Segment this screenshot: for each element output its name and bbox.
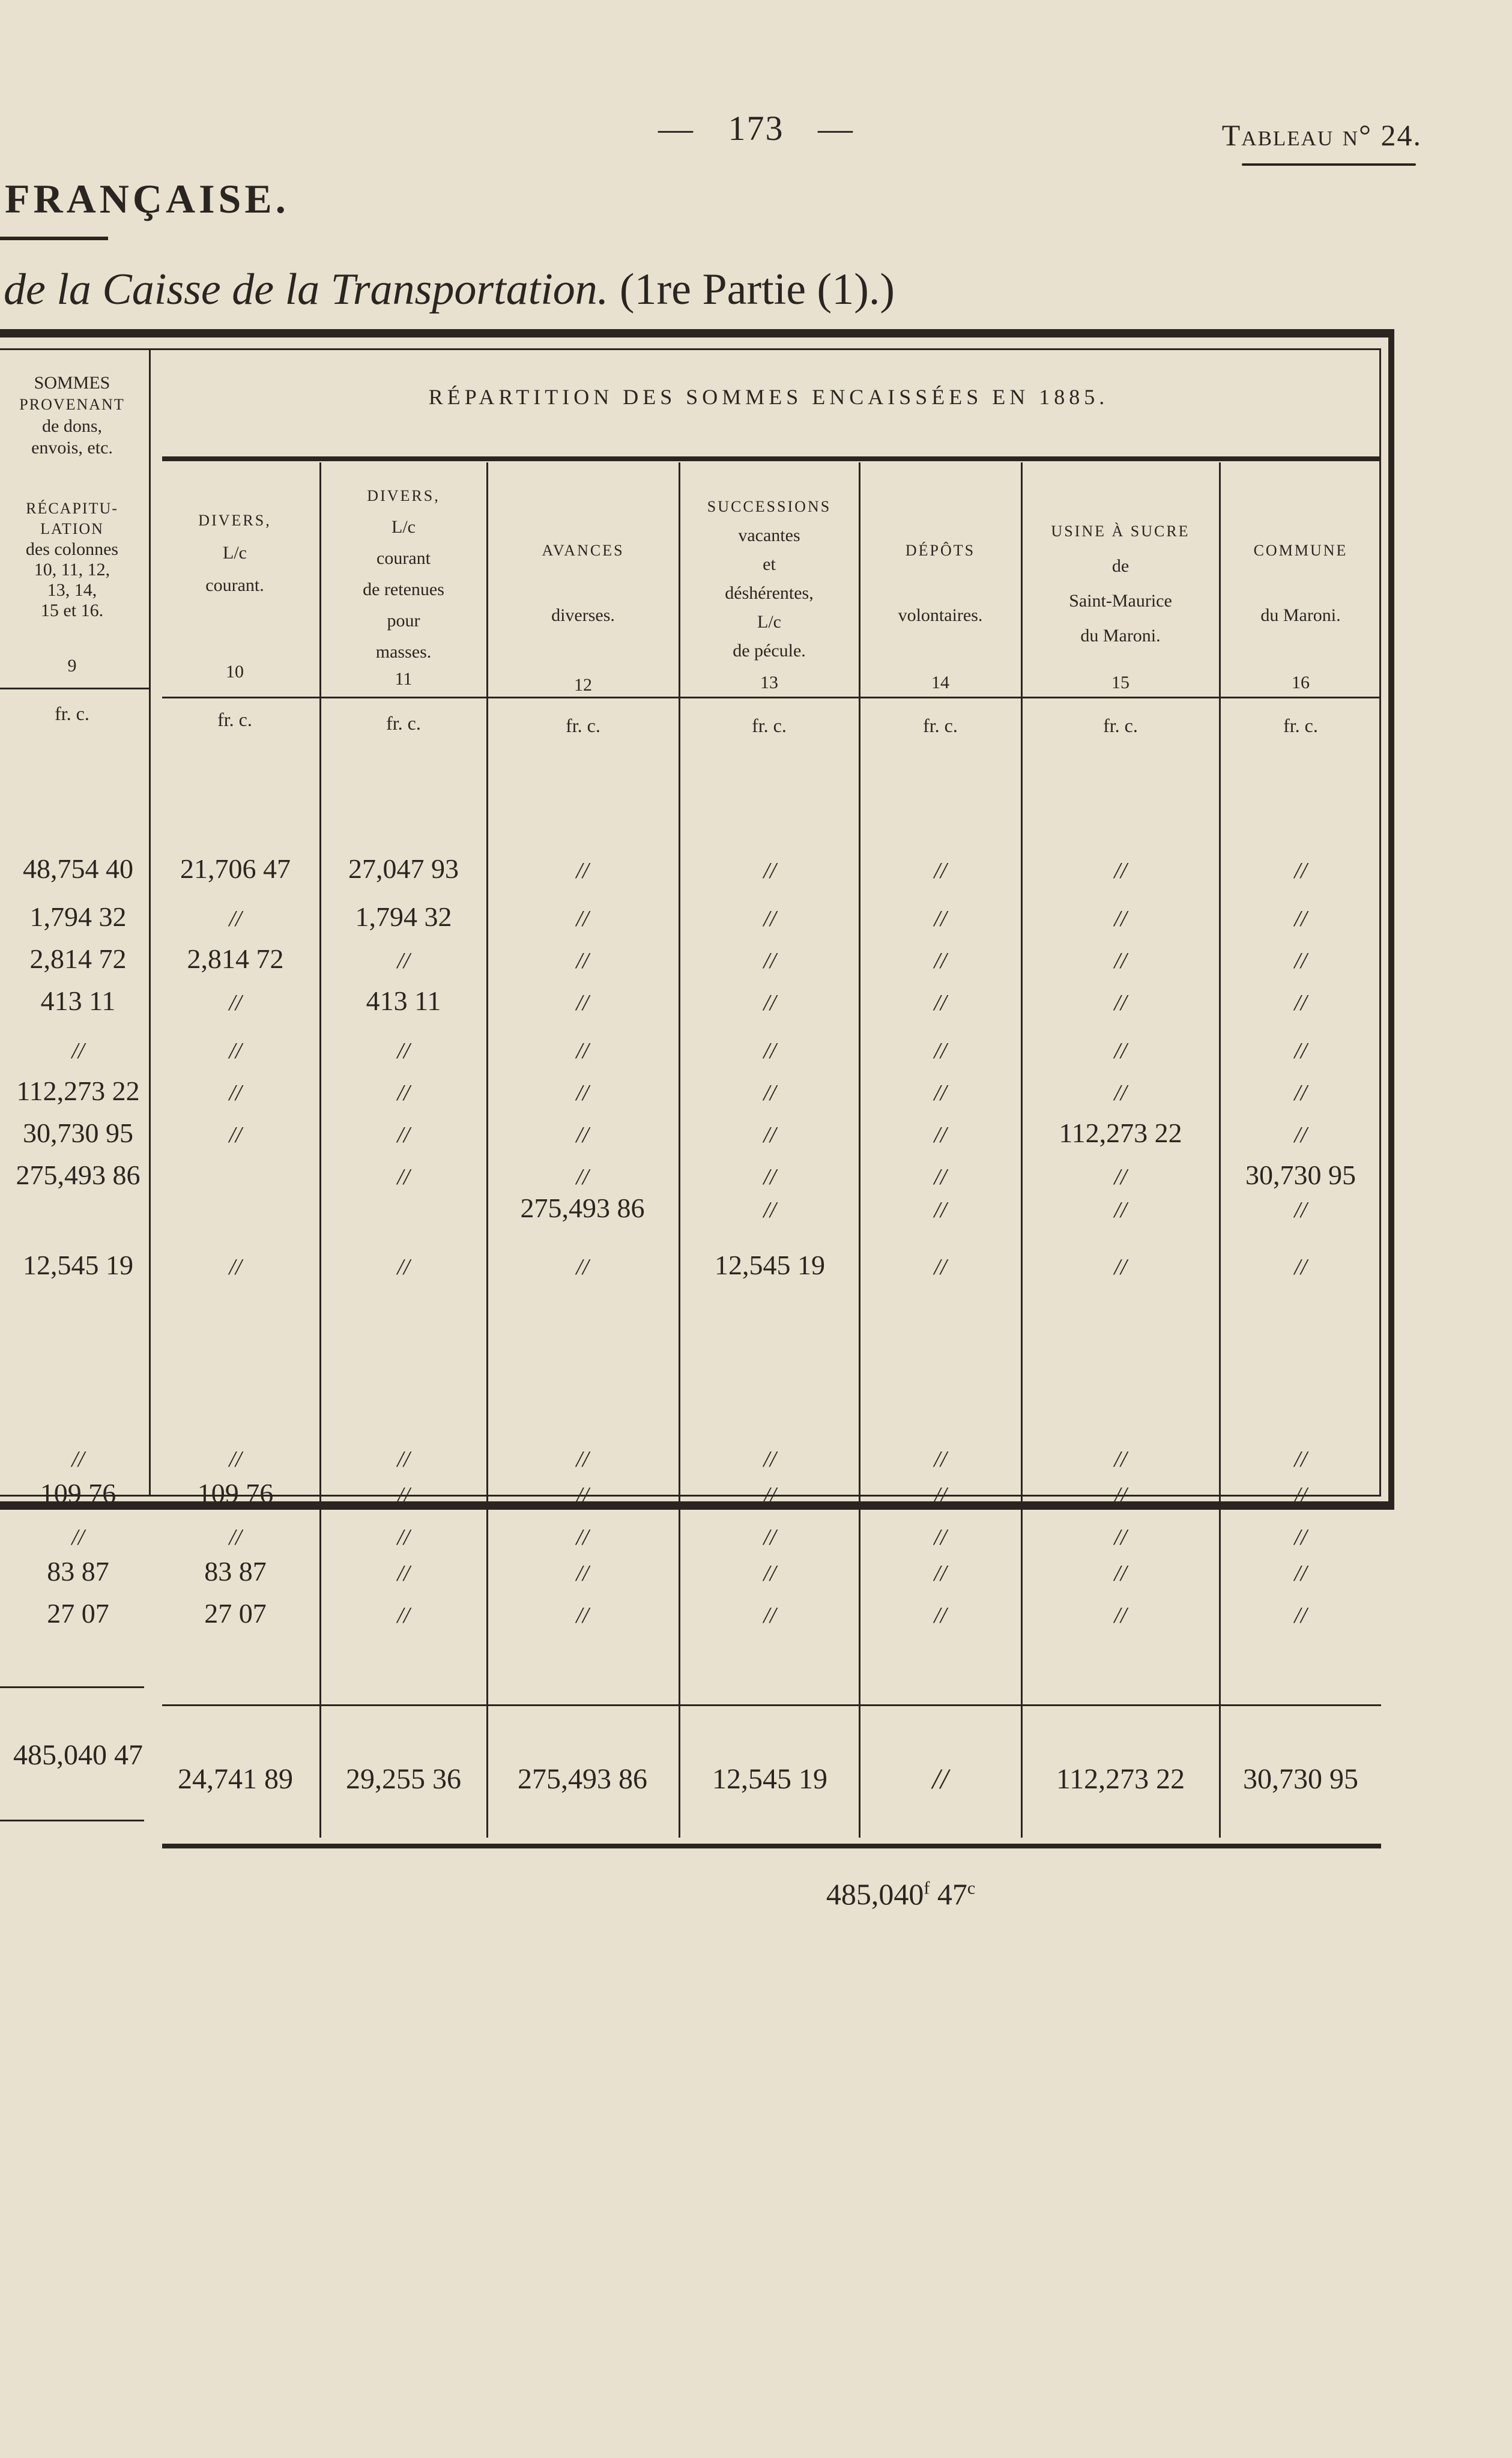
subtitle-part: (1re Partie (1).)	[619, 265, 895, 314]
subtitle	[4, 264, 895, 315]
table-cell: //	[1294, 1603, 1307, 1628]
table-cell: 109 76	[40, 1478, 116, 1509]
table-cell: //	[229, 1122, 242, 1148]
table-cell: //	[229, 906, 242, 931]
table-cell: //	[576, 990, 589, 1016]
header-line: pour	[387, 611, 420, 631]
table-cell: 12,545 19	[715, 1250, 825, 1280]
header-line: 15 et 16.	[40, 601, 104, 620]
table-cell: 12,545 19	[23, 1250, 133, 1280]
header-line: courant.	[205, 575, 264, 595]
table-cell: 2,814 72	[187, 943, 284, 974]
table-cell: //	[576, 1561, 589, 1586]
table-cell: //	[763, 1197, 776, 1223]
col-divider	[1219, 462, 1221, 1838]
header-line: Saint-Maurice	[1069, 591, 1172, 611]
column-unit: fr. c.	[386, 712, 421, 734]
table-cell: //	[397, 948, 410, 973]
table-cell: //	[1114, 1080, 1127, 1106]
table-cell: //	[397, 1447, 410, 1472]
table-cell: //	[397, 1603, 410, 1628]
table-cell: //	[1114, 906, 1127, 931]
column-unit: fr. c.	[923, 715, 958, 736]
table-cell: //	[1114, 990, 1127, 1016]
table-cell: 27,047 93	[348, 853, 459, 884]
table-cell: 275,493 86	[520, 1193, 645, 1223]
table-cell: //	[1294, 1197, 1307, 1223]
table-cell: //	[934, 1483, 947, 1508]
column-number: 12	[574, 675, 592, 695]
col-divider	[679, 462, 680, 1838]
header-line: courant	[376, 548, 431, 568]
header-line: DIVERS,	[367, 487, 440, 504]
table-cell: //	[934, 1447, 947, 1472]
column-number: 16	[1292, 673, 1310, 692]
table-cell: //	[1114, 948, 1127, 973]
total-cell: 112,273 22	[1056, 1763, 1185, 1795]
col-divider	[859, 462, 860, 1838]
table-cell: //	[763, 1122, 776, 1148]
table-cell: //	[934, 1197, 947, 1223]
table-cell: //	[1294, 1080, 1307, 1106]
table-cell: //	[934, 1080, 947, 1106]
table-cell: //	[397, 1483, 410, 1508]
header-line: L/c	[223, 543, 247, 563]
table-cell: 413 11	[366, 985, 441, 1016]
first-column-header-bottom	[0, 498, 144, 621]
table-cell: 30,730 95	[1245, 1160, 1356, 1190]
grand-total-rule	[162, 1844, 1381, 1848]
total-cell: 12,545 19	[712, 1763, 827, 1795]
table-cell: 1,794 32	[29, 901, 127, 932]
total-rule	[0, 1686, 144, 1688]
table-cell: 1,794 32	[355, 901, 452, 932]
column-unit: fr. c.	[217, 709, 252, 730]
table-cell: //	[1294, 1483, 1307, 1508]
column-number: 14	[931, 673, 949, 692]
grand-total-francs-unit: f	[924, 1878, 930, 1898]
subtitle-prefix: de la Caisse de la Transportation.	[4, 265, 609, 314]
title-rule	[0, 237, 108, 240]
table-cell: //	[763, 1603, 776, 1628]
header-line: SUCCESSIONS	[707, 498, 832, 515]
table-cell: //	[763, 990, 776, 1016]
column-header-16	[1220, 534, 1381, 632]
header-line: masses.	[375, 642, 432, 662]
table-cell: //	[397, 1122, 410, 1148]
table-cell: //	[1294, 1561, 1307, 1586]
header-line: envois, etc.	[31, 438, 113, 458]
table-cell: 112,273 22	[16, 1076, 140, 1106]
header-line: déshérentes,	[725, 583, 814, 603]
header-line: 13, 14,	[47, 580, 97, 600]
table-cell: //	[934, 1255, 947, 1280]
table-cell: //	[763, 1447, 776, 1472]
table-cell: //	[934, 1164, 947, 1190]
table-cell: //	[1294, 906, 1307, 931]
table-cell: //	[576, 1038, 589, 1064]
table-cell: 21,706 47	[180, 853, 291, 884]
table-cell: //	[397, 1038, 410, 1064]
column-header-10	[150, 504, 319, 602]
column-header-12	[488, 534, 679, 632]
table-cell: //	[576, 1483, 589, 1508]
total-cell: //	[932, 1763, 949, 1795]
total-rule	[162, 1704, 1381, 1706]
header-line: DÉPÔTS	[905, 542, 976, 559]
column-unit: fr. c.	[55, 703, 89, 724]
header-line: du Maroni.	[1080, 626, 1161, 646]
table-cell: //	[1294, 1038, 1307, 1064]
table-cell: //	[1114, 1038, 1127, 1064]
header-line: de pécule.	[733, 641, 806, 661]
table-cell: 2,814 72	[29, 943, 127, 974]
column-number: 15	[1111, 673, 1129, 692]
table-cell: //	[1294, 858, 1307, 883]
table-cell: //	[1114, 858, 1127, 883]
total-cell: 24,741 89	[178, 1763, 293, 1795]
col-divider	[1021, 462, 1023, 1838]
table-cell: //	[576, 906, 589, 931]
header-line: RÉCAPITU-	[26, 500, 118, 517]
table-cell: //	[934, 858, 947, 883]
table-cell: 48,754 40	[23, 853, 133, 884]
table-cell: //	[576, 1525, 589, 1550]
grand-total-francs: 485,040	[826, 1877, 924, 1911]
col-divider	[486, 462, 488, 1838]
column-header-13	[680, 492, 859, 665]
table-cell: //	[1114, 1447, 1127, 1472]
table-cell: //	[229, 1447, 242, 1472]
table-cell: //	[763, 948, 776, 973]
header-line: USINE À SUCRE	[1051, 522, 1190, 540]
table-cell: //	[1294, 1255, 1307, 1280]
table-cell: //	[576, 1447, 589, 1472]
table-cell: //	[576, 1255, 589, 1280]
first-column-header-top	[0, 372, 144, 459]
total-cell: 30,730 95	[1243, 1763, 1358, 1795]
tableau-rule	[1242, 163, 1416, 166]
header-line: L/c	[392, 517, 416, 537]
table-cell: //	[934, 1122, 947, 1148]
header-line: PROVENANT	[19, 396, 125, 413]
header-line: 10, 11, 12,	[34, 560, 110, 580]
table-cell: //	[934, 1038, 947, 1064]
column-unit: fr. c.	[1283, 715, 1318, 736]
total-cell: 485,040 47	[13, 1739, 143, 1771]
column-number: 13	[760, 673, 778, 692]
table-cell: //	[71, 1447, 85, 1472]
table-cell: //	[576, 1603, 589, 1628]
grand-total-cents-unit: c	[967, 1878, 976, 1898]
column-unit: fr. c.	[752, 715, 787, 736]
table-cell: //	[1294, 1447, 1307, 1472]
table-cell: //	[229, 990, 242, 1016]
grand-total	[600, 1877, 1201, 1912]
table-cell: //	[1114, 1483, 1127, 1508]
table-cell: 109 76	[197, 1478, 274, 1509]
header-line: AVANCES	[542, 542, 624, 559]
header-line: vacantes	[738, 525, 800, 545]
total-cell: 29,255 36	[346, 1763, 461, 1795]
table-cell: 413 11	[40, 985, 116, 1016]
table-cell: //	[1114, 1561, 1127, 1586]
table-cell: //	[934, 1561, 947, 1586]
header-line: de	[1111, 556, 1129, 576]
tableau-label: Tableau n° 24.	[1221, 118, 1422, 152]
header-line: de dons,	[42, 416, 102, 436]
table-cell: //	[1294, 990, 1307, 1016]
column-number: 9	[67, 656, 77, 676]
header-rule	[162, 697, 1381, 698]
table-cell: //	[934, 990, 947, 1016]
table-cell: 83 87	[47, 1556, 109, 1587]
total-rule	[0, 1820, 144, 1821]
table-cell: //	[1114, 1255, 1127, 1280]
table-cell: //	[71, 1525, 85, 1550]
table-cell: //	[229, 1038, 242, 1064]
header-line	[488, 567, 679, 599]
header-line: diverses.	[551, 605, 615, 625]
table-cell: //	[397, 1080, 410, 1106]
total-cell: 275,493 86	[518, 1763, 647, 1795]
header-line: SOMMES	[34, 373, 110, 393]
table-cell: //	[229, 1255, 242, 1280]
banner: RÉPARTITION DES SOMMES ENCAISSÉES EN 1885.	[428, 385, 1109, 409]
table-cell: //	[934, 906, 947, 931]
table-cell: //	[576, 1164, 589, 1190]
page-number: — 173 —	[658, 109, 854, 148]
table-cell: //	[763, 1525, 776, 1550]
table-cell: //	[576, 1080, 589, 1106]
table-cell: //	[1294, 948, 1307, 973]
header-line: volontaires.	[898, 605, 983, 625]
column-header-14	[860, 534, 1021, 632]
header-line: des colonnes	[25, 539, 119, 559]
header-rule	[0, 688, 149, 689]
column-number: 10	[226, 662, 244, 682]
header-line	[1220, 567, 1381, 599]
table-cell: 27 07	[204, 1598, 267, 1629]
column-header-11	[321, 480, 486, 668]
title-fragment: FRANÇAISE.	[5, 176, 289, 222]
table-cell: //	[1114, 1525, 1127, 1550]
table-cell: 27 07	[47, 1598, 109, 1629]
table-cell: //	[1114, 1197, 1127, 1223]
table-cell: //	[397, 1164, 410, 1190]
header-line: et	[763, 554, 776, 574]
column-unit: fr. c.	[566, 715, 600, 736]
table-cell: //	[1114, 1164, 1127, 1190]
table-cell: //	[576, 858, 589, 883]
table-cell: //	[397, 1525, 410, 1550]
header-line: de retenues	[363, 580, 444, 599]
table-cell: //	[397, 1561, 410, 1586]
table-cell: //	[763, 1164, 776, 1190]
table-cell: //	[763, 1038, 776, 1064]
table-cell: //	[576, 1122, 589, 1148]
table-cell: //	[1114, 1603, 1127, 1628]
table-cell: //	[934, 1525, 947, 1550]
table-cell: //	[763, 1561, 776, 1586]
table-cell: //	[934, 1603, 947, 1628]
header-line	[860, 567, 1021, 599]
header-line: DIVERS,	[198, 512, 271, 529]
header-line: COMMUNE	[1253, 542, 1348, 559]
table-cell: //	[763, 1483, 776, 1508]
column-unit: fr. c.	[1103, 715, 1138, 736]
table-cell: //	[229, 1080, 242, 1106]
table-cell: 83 87	[204, 1556, 267, 1587]
table-cell: //	[1294, 1122, 1307, 1148]
table-cell: //	[763, 1080, 776, 1106]
table-cell: //	[763, 858, 776, 883]
table-cell: //	[229, 1525, 242, 1550]
header-line: L/c	[757, 612, 781, 632]
header-line: LATION	[40, 520, 104, 537]
table-cell: 275,493 86	[16, 1160, 141, 1190]
table-cell: //	[763, 906, 776, 931]
banner-rule	[162, 456, 1381, 461]
table-cell: //	[576, 948, 589, 973]
table-cell: //	[1294, 1525, 1307, 1550]
table-cell: 30,730 95	[23, 1118, 133, 1148]
table-cell: //	[934, 948, 947, 973]
column-header-15	[1022, 514, 1219, 653]
table-cell: //	[71, 1038, 85, 1064]
grand-total-cents: 47	[937, 1877, 967, 1911]
table-cell: //	[397, 1255, 410, 1280]
column-number: 11	[395, 669, 413, 689]
table-cell: 112,273 22	[1059, 1118, 1182, 1148]
header-line: du Maroni.	[1260, 605, 1341, 625]
